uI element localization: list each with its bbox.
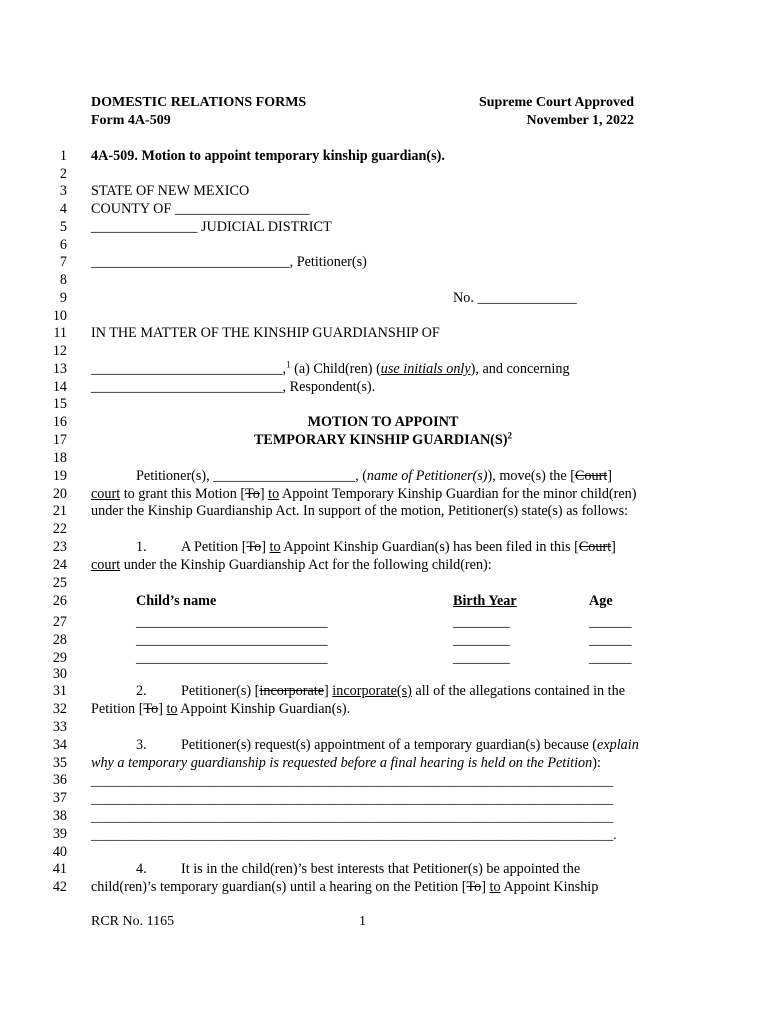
line-number: 11 xyxy=(53,325,67,341)
line-number: 22 xyxy=(52,521,67,537)
motion-heading-1: MOTION TO APPOINT xyxy=(307,414,459,430)
intro-line-2: court to grant this Motion [To] to Appoint Temporary Kinship Guardian for the minor child(ren) xyxy=(91,486,637,502)
line-number: 28 xyxy=(52,632,67,648)
line-number: 10 xyxy=(52,308,67,324)
item-2-line-1: Petitioner(s) [incorporate] incorporate(s) all of the allegations contained in the xyxy=(181,683,626,699)
line-number: 36 xyxy=(52,772,67,788)
line-number: 41 xyxy=(52,861,67,877)
birth-year-input[interactable]: ________ xyxy=(453,614,510,630)
line-number: 23 xyxy=(52,539,67,555)
line-number: 25 xyxy=(52,575,67,591)
district-field[interactable]: _______________ JUDICIAL DISTRICT xyxy=(91,219,332,235)
line-number: 39 xyxy=(52,826,67,842)
line-number: 4 xyxy=(59,201,67,217)
child-name-field[interactable]: ___________________________, xyxy=(91,361,287,377)
intro-line-3: under the Kinship Guardianship Act. In support of the motion, Petitioner(s) state(s) as follows: xyxy=(91,503,629,519)
explanation-field-1[interactable]: ______________________________________________________________________________ xyxy=(91,773,614,788)
item-2-number: 2. xyxy=(136,683,147,699)
explanation-field-2[interactable]: ______________________________________________________________________________ xyxy=(91,791,614,806)
birth-year-input[interactable]: ________ xyxy=(453,632,510,648)
line-number: 33 xyxy=(52,719,67,735)
line-number: 29 xyxy=(52,650,67,666)
child-name-input[interactable]: ___________________________ xyxy=(136,632,328,648)
line-number: 30 xyxy=(52,666,67,682)
line-number: 27 xyxy=(52,614,67,630)
line-number: 3 xyxy=(59,183,67,199)
line-number: 38 xyxy=(52,808,67,824)
age-input[interactable]: ______ xyxy=(589,614,632,630)
age-input[interactable]: ______ xyxy=(589,650,632,666)
case-number-field[interactable]: No. ______________ xyxy=(453,290,577,306)
birth-year-input[interactable]: ________ xyxy=(453,650,510,666)
line-number: 17 xyxy=(52,432,67,448)
col-child-name: Child’s name xyxy=(136,593,217,609)
child-name-input[interactable]: ___________________________ xyxy=(136,650,328,666)
child-caption-line: ___________________________,$^1$ (a) Child(ren) (use initials only), and concerning xyxy=(91,359,570,377)
header-form-number: Form 4A-509 xyxy=(91,113,171,128)
footer-page-number: 1 xyxy=(359,914,366,929)
header-date: November 1, 2022 xyxy=(526,113,634,128)
item-4-line-1: It is in the child(ren)’s best interests that Petitioner(s) be appointed the xyxy=(181,861,581,877)
matter-caption: IN THE MATTER OF THE KINSHIP GUARDIANSHIP OF xyxy=(91,325,440,341)
footer-rcr-number: RCR No. 1165 xyxy=(91,914,175,929)
line-number: 21 xyxy=(52,503,67,519)
form-title: 4A-509. Motion to appoint temporary kinship guardian(s). xyxy=(91,148,445,164)
item-4-number: 4. xyxy=(136,861,147,877)
line-number: 26 xyxy=(52,593,67,609)
item-3-line-2: why a temporary guardianship is requested before a final hearing is held on the Petition): xyxy=(91,755,601,771)
line-number: 7 xyxy=(59,254,67,270)
state-label: STATE OF NEW MEXICO xyxy=(91,183,250,199)
line-number: 24 xyxy=(52,557,67,573)
line-number: 42 xyxy=(52,879,67,895)
item-4-line-2: child(ren)’s temporary guardian(s) until a hearing on the Petition [To] to Appoint Kinship xyxy=(91,879,599,895)
table-row xyxy=(0,650,770,668)
footnote-2-ref: 2 xyxy=(507,430,513,441)
petitioner-field[interactable]: ____________________________, Petitioner(s) xyxy=(91,254,367,270)
motion-heading-2: TEMPORARY KINSHIP $GUARDIAN(S)^2$ xyxy=(253,430,513,448)
explanation-field-3[interactable]: ______________________________________________________________________________ xyxy=(91,809,614,824)
line-number: 6 xyxy=(59,237,67,253)
respondent-field[interactable]: ___________________________, Respondent(s). xyxy=(91,379,376,395)
item-2-line-2: Petition [To] to Appoint Kinship Guardian(s). xyxy=(91,701,351,717)
line-number: 32 xyxy=(52,701,67,717)
line-number: 12 xyxy=(52,343,67,359)
item-3-line-1: Petitioner(s) request(s) appointment of a temporary guardian(s) because (explain xyxy=(181,737,639,753)
line-number: 35 xyxy=(52,755,67,771)
table-row xyxy=(0,632,770,650)
line-number: 8 xyxy=(59,272,67,288)
header-right xyxy=(479,94,634,130)
use-initials-note: use initials only xyxy=(380,361,471,377)
line-number: 40 xyxy=(52,844,67,860)
children-table-header xyxy=(0,593,770,611)
header-forms-title: DOMESTIC RELATIONS FORMS xyxy=(91,95,307,110)
line-number: 37 xyxy=(52,790,67,806)
child-name-input[interactable]: ___________________________ xyxy=(136,614,328,630)
header-left xyxy=(91,94,306,130)
line-number: 5 xyxy=(59,219,67,235)
line-number: 13 xyxy=(52,361,67,377)
item-1-line-2: court under the Kinship Guardianship Act for the following child(ren): xyxy=(91,557,492,573)
line-number: 18 xyxy=(52,450,67,466)
line-number: 31 xyxy=(52,683,67,699)
line-number: 16 xyxy=(52,414,67,430)
line-number: 15 xyxy=(52,396,67,412)
line-number: 14 xyxy=(52,379,67,395)
line-number: 1 xyxy=(59,148,67,164)
intro-line-1: Petitioner(s), ____________________, (name of Petitioner(s)), move(s) the [Court] xyxy=(136,468,613,484)
col-birth-year: Birth Year xyxy=(453,593,517,609)
line-number: 2 xyxy=(59,166,67,182)
age-input[interactable]: ______ xyxy=(589,632,632,648)
item-3-number: 3. xyxy=(136,737,147,753)
table-row xyxy=(0,614,770,632)
line-number: 19 xyxy=(52,468,67,484)
footnote-1-ref: 1 xyxy=(286,359,291,370)
line-number: 9 xyxy=(59,290,67,306)
item-1-number: 1. xyxy=(136,539,147,555)
item-1-line-1: A Petition [To] to Appoint Kinship Guardian(s) has been filed in this [Court] xyxy=(181,539,616,555)
line-number: 20 xyxy=(52,486,67,502)
line-number: 34 xyxy=(52,737,67,753)
explanation-field-4[interactable]: ______________________________________________________________________________. xyxy=(91,827,617,842)
col-age: Age xyxy=(589,593,613,609)
form-title-line xyxy=(0,148,770,166)
county-field[interactable]: COUNTY OF ___________________ xyxy=(91,201,310,217)
header-approval: Supreme Court Approved xyxy=(478,95,634,110)
